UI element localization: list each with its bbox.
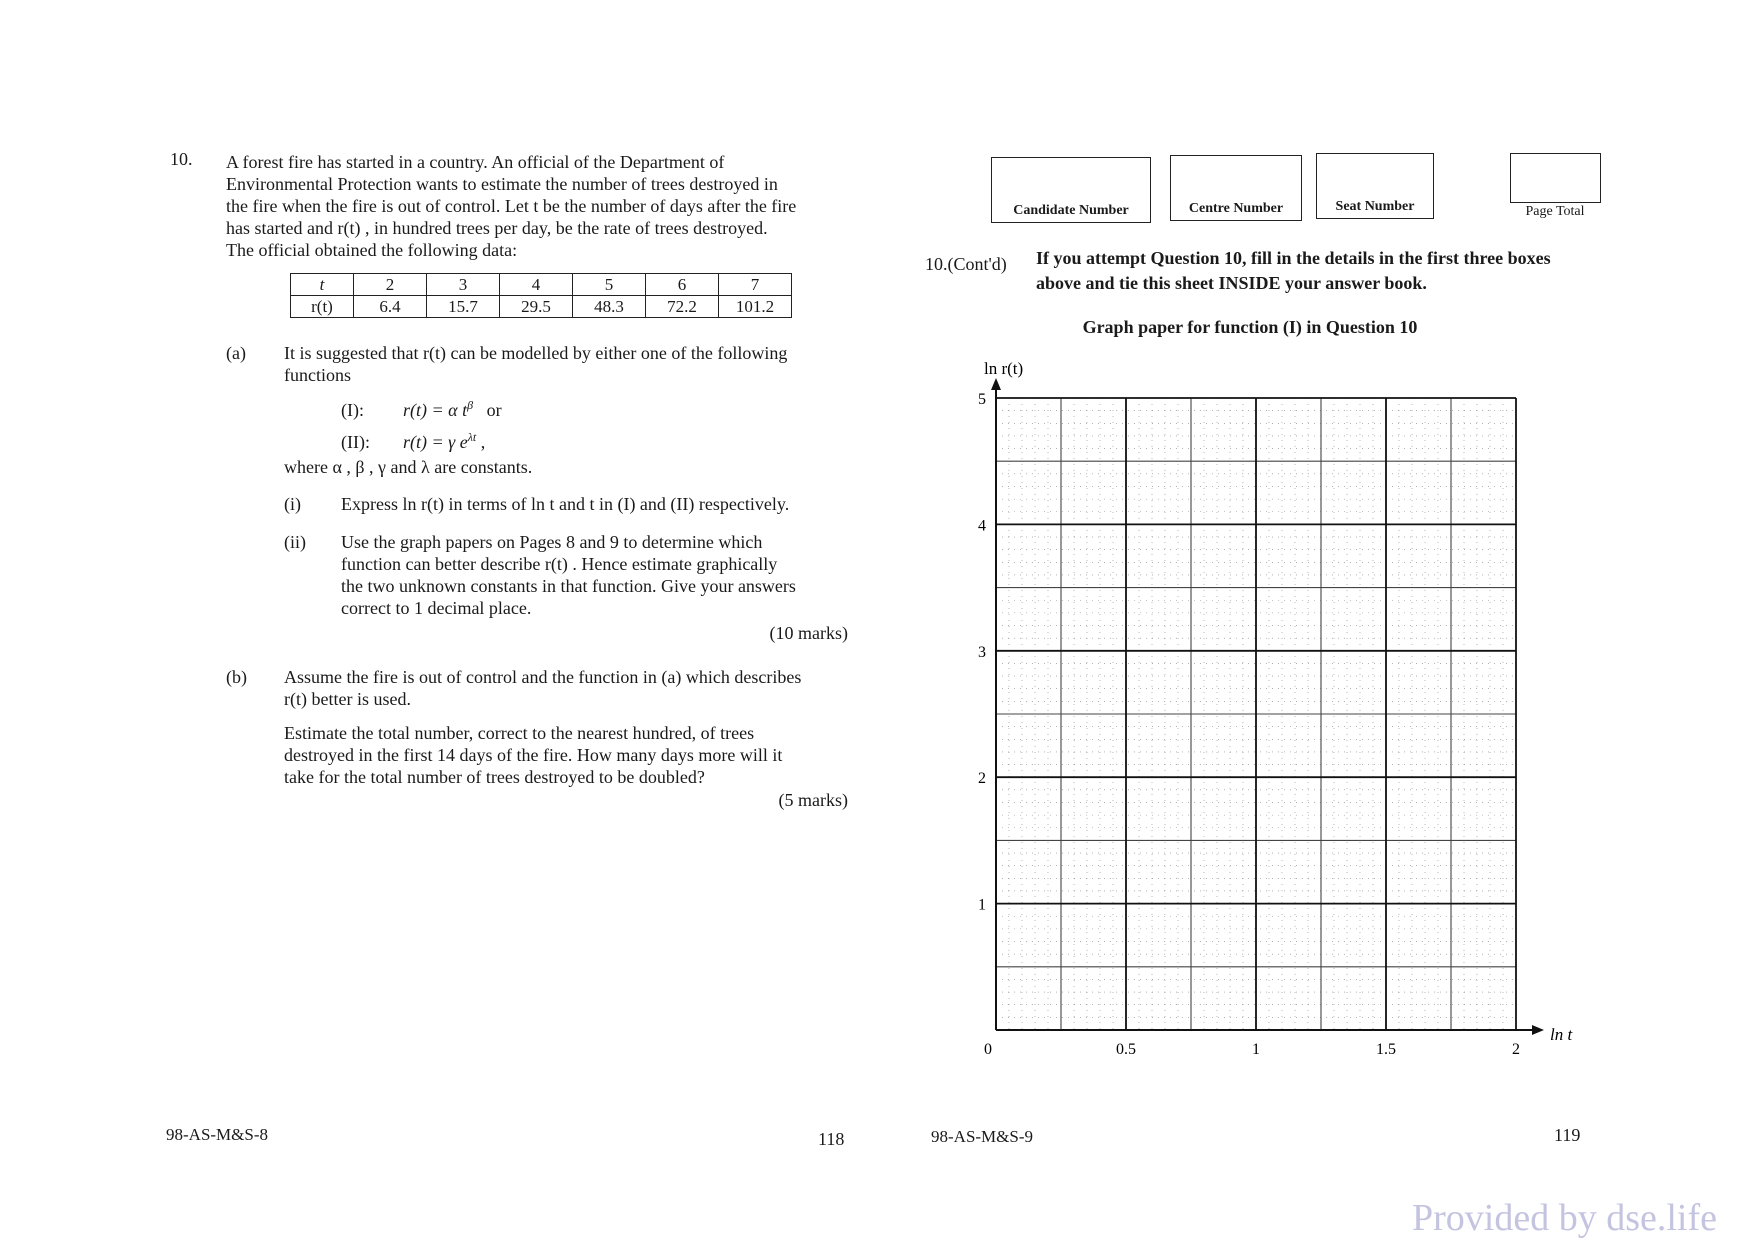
x-tick-label: 0.5: [1116, 1041, 1136, 1058]
intro-line: A forest fire has started in a country. An official of the Department of: [226, 152, 725, 172]
part-a-marks: (10 marks): [769, 623, 848, 643]
intro-line: The official obtained the following data:: [226, 240, 518, 260]
formula-2-label: (II):: [341, 432, 370, 452]
sub-i-text: Express ln r(t) in terms of ln t and t in (I) and (II) respectively.: [341, 494, 790, 514]
table-cell: 6.4: [354, 296, 427, 318]
part-a-text: [284, 342, 787, 386]
intro-line: has started and r(t) , in hundred trees per day, be the rate of trees destroyed.: [226, 218, 768, 238]
intro-line: the fire when the fire is out of control. Let t be the number of days after the fire: [226, 196, 797, 216]
x-tick-labels: [1116, 1041, 1520, 1058]
formula-2-expression: r(t) = γ e: [403, 432, 468, 452]
part-a-line: functions: [284, 365, 351, 385]
y-tick-label: 5: [978, 391, 986, 408]
table-row: [291, 296, 792, 318]
part-a-line: It is suggested that r(t) can be modelled by either one of the following: [284, 343, 788, 363]
question-intro: [226, 151, 796, 261]
part-a-label: (a): [226, 343, 246, 363]
sub-ii-line: the two unknown constants in that function. Give your answers: [341, 576, 796, 596]
sub-ii-line: correct to 1 decimal place.: [341, 598, 532, 618]
page-total-label: Page Total: [1525, 204, 1585, 219]
constants-note: where α , β , γ and λ are constants.: [284, 457, 533, 477]
seat-number-box[interactable]: [1316, 153, 1434, 219]
y-tick-label: 4: [978, 517, 986, 535]
table-cell: 5: [573, 274, 646, 296]
formula-1-expression: r(t) = α t: [403, 400, 468, 420]
part-b-marks: (5 marks): [778, 790, 848, 810]
centre-number-box[interactable]: [1170, 155, 1302, 221]
part-b-line: r(t) better is used.: [284, 689, 411, 709]
x-tick-label: 2: [1512, 1041, 1520, 1058]
formula-2: [341, 426, 485, 453]
candidate-number-box[interactable]: [991, 157, 1151, 223]
centre-number-label: Centre Number: [1188, 201, 1284, 216]
sub-ii-label: (ii): [284, 532, 306, 552]
table-cell: 6: [646, 274, 719, 296]
y-tick-labels: [978, 391, 986, 914]
candidate-number-label: Candidate Number: [1013, 203, 1129, 218]
footer-code-left: 98-AS-M&S-8: [166, 1125, 269, 1144]
part-b-line: take for the total number of trees destroyed to be doubled?: [284, 767, 705, 787]
sub-ii-text: [341, 531, 796, 619]
graph-paper: [960, 350, 1573, 1060]
sub-ii-line: function can better describe r(t) . Hence estimate graphically: [341, 554, 778, 574]
formula-1-or: or: [486, 400, 502, 420]
x-tick-label: 1.5: [1376, 1041, 1396, 1058]
major-grid: [996, 398, 1516, 1030]
origin-label: 0: [984, 1041, 992, 1058]
part-b-text-1: [284, 666, 801, 710]
seat-number-label: Seat Number: [1335, 199, 1415, 214]
instruction-line: If you attempt Question 10, fill in the details in the first three boxes: [1036, 248, 1551, 268]
formula-1-label: (I):: [341, 400, 364, 420]
table-cell: 3: [427, 274, 500, 296]
page-number-right: 119: [1554, 1125, 1581, 1145]
data-table: [290, 273, 792, 318]
table-cell: 15.7: [427, 296, 500, 318]
page-total-box[interactable]: [1510, 153, 1601, 203]
table-header-r: r(t): [291, 296, 354, 318]
y-tick-label: 1: [978, 896, 986, 914]
table-header-t: t: [291, 274, 354, 296]
y-axis-label: ln r(t): [984, 359, 1024, 378]
graph-title: Graph paper for function (I) in Question 10: [1082, 317, 1418, 337]
table-cell: 48.3: [573, 296, 646, 318]
y-axis-arrow: [991, 378, 1001, 390]
part-b-line: Estimate the total number, correct to the nearest hundred, of trees: [284, 723, 755, 743]
part-b-label: (b): [226, 667, 247, 687]
instructions: [1036, 246, 1551, 296]
formula-2-exponent: λt: [467, 430, 477, 444]
table-cell: 101.2: [719, 296, 792, 318]
formula-1-exponent: β: [467, 398, 474, 412]
table-cell: 7: [719, 274, 792, 296]
sub-i-label: (i): [284, 494, 301, 514]
question-number: 10.: [170, 149, 193, 169]
table-cell: 2: [354, 274, 427, 296]
x-tick-label: 1: [1252, 1041, 1260, 1058]
part-b-line: destroyed in the first 14 days of the fire. How many days more will it: [284, 745, 783, 765]
sub-ii-line: Use the graph papers on Pages 8 and 9 to determine which: [341, 532, 763, 552]
watermark: Provided by dse.life: [1412, 1197, 1718, 1239]
intro-line: Environmental Protection wants to estimate the number of trees destroyed in: [226, 174, 778, 194]
footer-code-right: 98-AS-M&S-9: [931, 1127, 1034, 1146]
x-axis-label: ln t: [1550, 1025, 1573, 1044]
part-b-line: Assume the fire is out of control and the function in (a) which describes: [284, 667, 802, 687]
formula-1: [341, 394, 502, 421]
y-tick-label: 3: [978, 643, 986, 661]
part-b-text-2: [284, 722, 782, 788]
instruction-line: above and tie this sheet INSIDE your answer book.: [1036, 273, 1427, 293]
table-row: [291, 274, 792, 296]
table-cell: 4: [500, 274, 573, 296]
table-cell: 72.2: [646, 296, 719, 318]
continued-label: 10.(Cont'd): [925, 254, 1007, 274]
x-axis-arrow: [1532, 1025, 1544, 1035]
formula-2-comma: ,: [480, 432, 486, 452]
page-number-left: 118: [818, 1129, 845, 1149]
table-cell: 29.5: [500, 296, 573, 318]
y-tick-label: 2: [978, 770, 986, 788]
